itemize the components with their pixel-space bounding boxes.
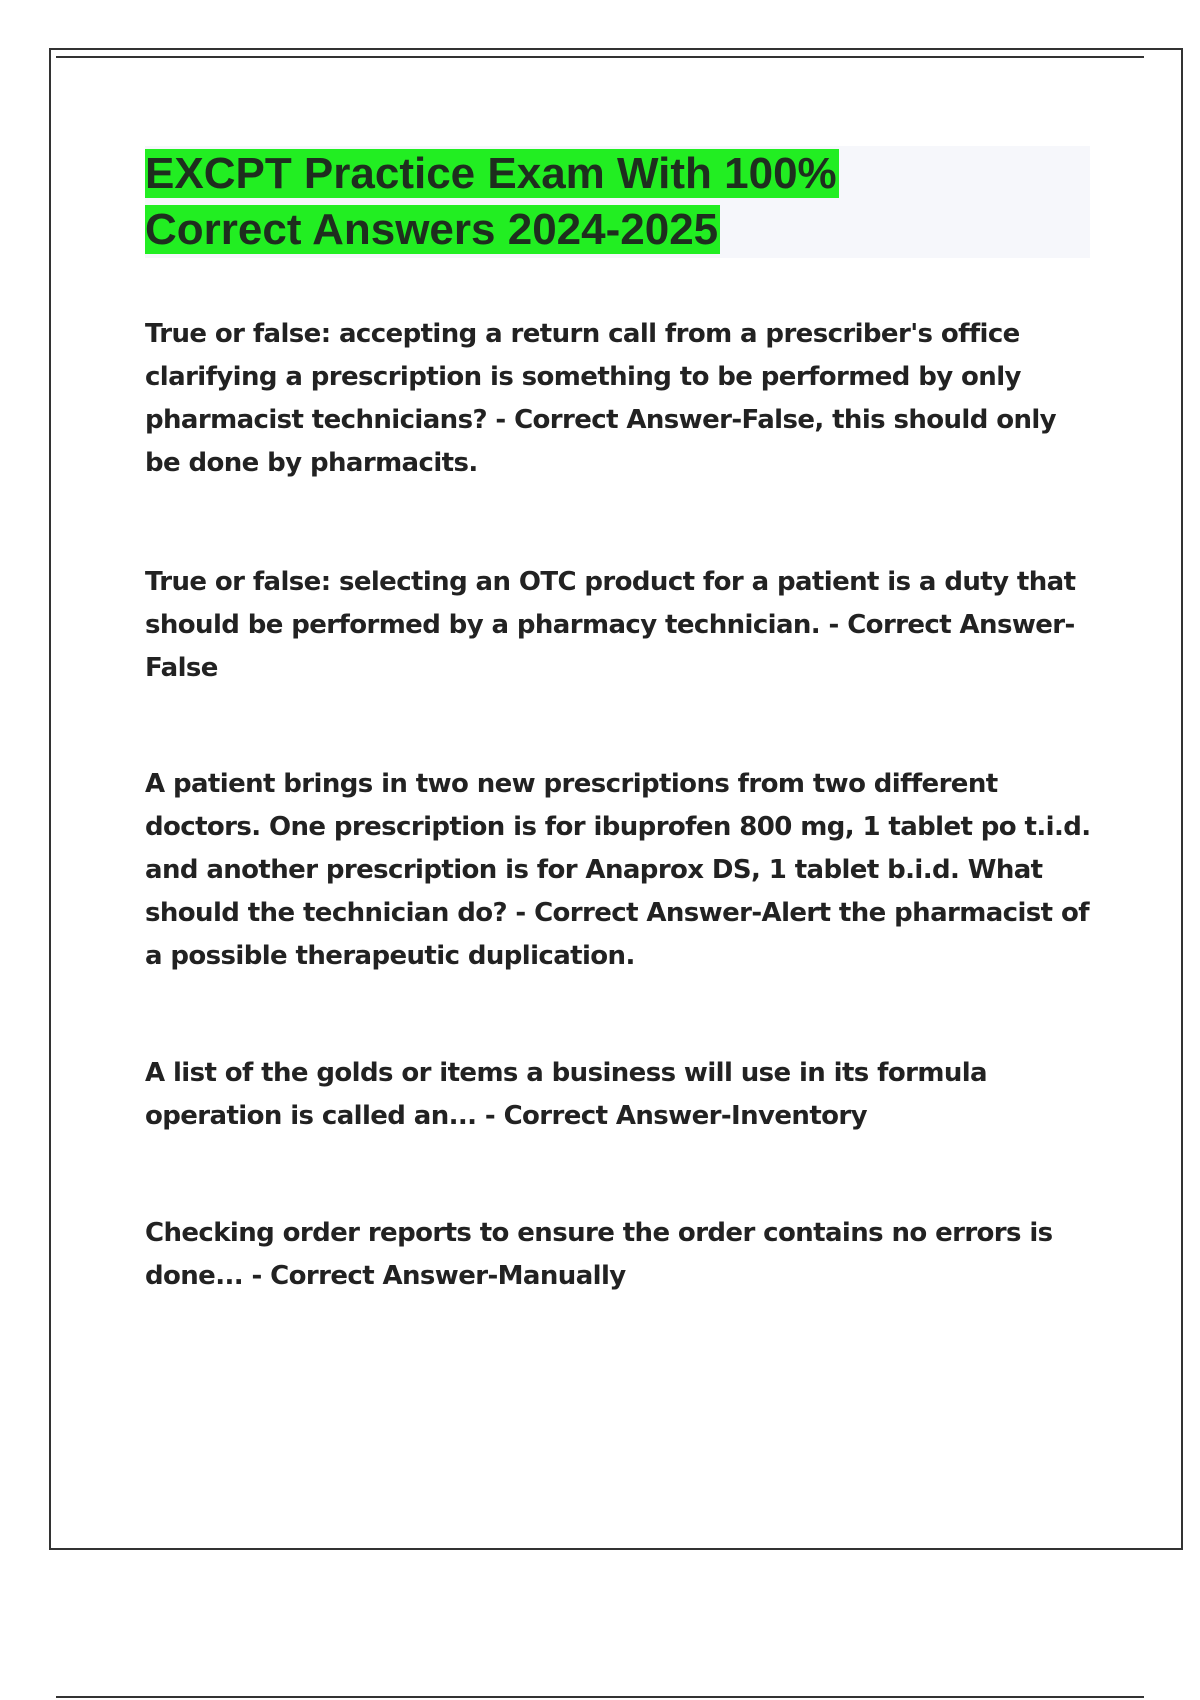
qa-item [145, 313, 1095, 485]
answer-text: Correct Answer-False [145, 610, 1075, 683]
title-line-1: EXCPT Practice Exam With 100% [145, 149, 837, 198]
question-text: A list of the golds or items a business will use in its formula operation is called an... [145, 1058, 987, 1131]
question-text: True or false: selecting an OTC product for a patient is a duty that should be performed by a pharmacy technician. [145, 567, 1076, 640]
qa-item [145, 763, 1095, 978]
answer-separator: - [506, 898, 535, 928]
title-line-2: Correct Answers 2024-2025 [145, 205, 719, 254]
answer-text: Correct Answer-Manually [270, 1261, 626, 1291]
answer-text: Correct Answer-Inventory [503, 1101, 867, 1131]
answer-separator: - [820, 610, 848, 640]
question-text: Checking order reports to ensure the order contains no errors is done... [145, 1218, 1053, 1291]
qa-item [145, 1212, 1095, 1298]
answer-separator: - [476, 1101, 504, 1131]
question-text: A patient brings in two new prescriptions from two different doctors. One prescription is for ibuprofen 800 mg, 1 tablet po t.i.d. and another prescription is for Anaprox DS, 1 tablet b.i.d. What should the technician do? [145, 769, 1091, 928]
answer-text: Correct Answer-False, this should only be done by pharmacits. [145, 405, 1057, 478]
answer-text: Correct Answer-Alert the pharmacist of a possible therapeutic duplication. [145, 898, 1089, 971]
document-title [145, 146, 1090, 258]
question-text: True or false: accepting a return call from a prescriber's office clarifying a prescription is something to be performed by only pharmacist technicians? [145, 319, 1021, 435]
qa-item [145, 1052, 1095, 1138]
answer-separator: - [486, 405, 515, 435]
qa-item [145, 561, 1095, 690]
title-block [145, 146, 1090, 258]
bottom-rule [56, 1696, 1144, 1698]
answer-separator: - [243, 1261, 271, 1291]
